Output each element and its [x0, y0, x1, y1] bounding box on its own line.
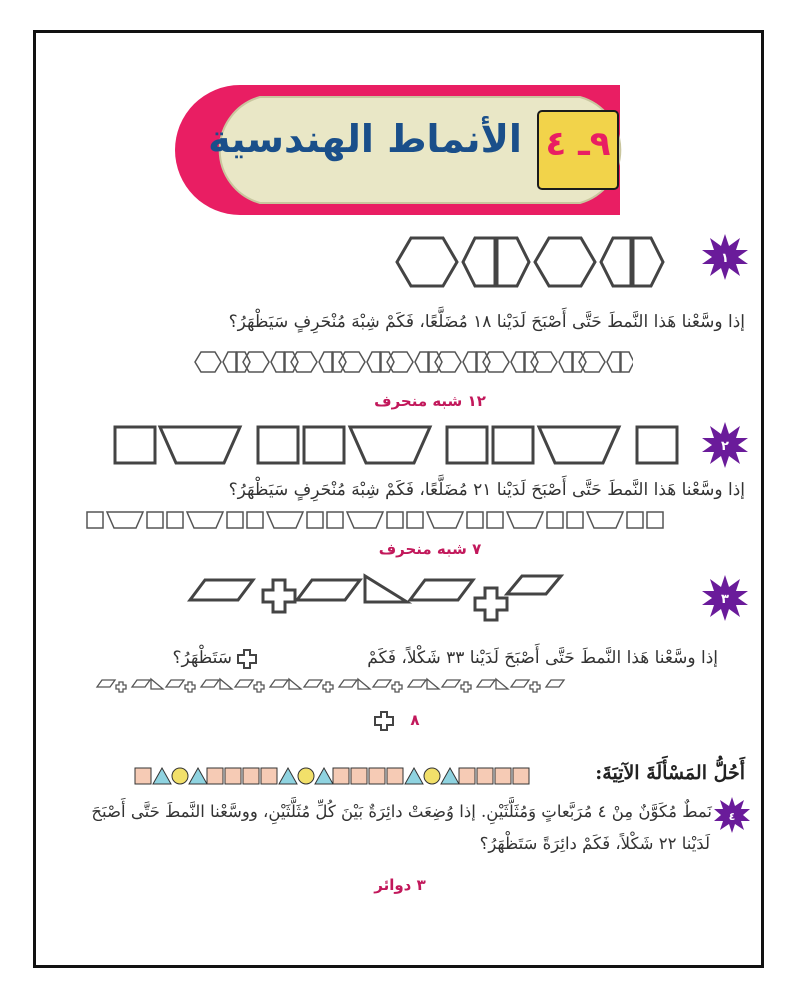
circle-shape [298, 768, 314, 784]
hexagon-shape [195, 352, 221, 372]
parallelogram-shape [373, 680, 391, 687]
hexagon-shape [387, 352, 413, 372]
parallelogram-shape [477, 680, 495, 687]
problem-1-badge [700, 232, 750, 282]
triangle-shape [220, 679, 232, 689]
square-shape [147, 512, 163, 528]
problem-1-number: ١ [721, 251, 729, 266]
square-shape [627, 512, 643, 528]
square-shape [387, 512, 403, 528]
square-shape [459, 768, 475, 784]
square-shape [135, 768, 151, 784]
problem-1-pattern [393, 232, 683, 292]
square-shape [87, 512, 103, 528]
hexagon-shape [531, 352, 557, 372]
square-shape [467, 512, 483, 528]
square-shape [351, 768, 367, 784]
square-shape [547, 512, 563, 528]
problem-4-number: ٤ [728, 810, 736, 823]
square-shape [333, 768, 349, 784]
triangle-shape [427, 679, 439, 689]
parallelogram-shape [408, 680, 426, 687]
square-shape [327, 512, 343, 528]
problem-3-extended-pattern [95, 675, 700, 697]
cross-shape [461, 682, 471, 692]
square-shape [487, 512, 503, 528]
problem-2-extended-pattern [85, 508, 730, 532]
square-shape [207, 768, 223, 784]
problem-2-number: ٢ [721, 439, 729, 454]
trapezoid-shape [415, 352, 428, 372]
trapezoid-shape [427, 512, 463, 528]
problem-3-badge [700, 573, 750, 623]
trapezoid-shape [223, 352, 236, 372]
problem-3-question-end: سَتَظْهَرُ؟ [172, 648, 232, 668]
parallelogram-shape [270, 680, 288, 687]
square-shape [261, 768, 277, 784]
problem-3-number: ٣ [721, 592, 729, 607]
parallelogram-shape [339, 680, 357, 687]
trapezoid-shape [507, 512, 543, 528]
parallelogram-shape [166, 680, 184, 687]
parallelogram-shape [97, 680, 115, 687]
square-shape [495, 768, 511, 784]
parallelogram-shape [201, 680, 219, 687]
parallelogram-shape [442, 680, 460, 687]
square-shape [369, 768, 385, 784]
problem-3-pattern [185, 572, 565, 632]
problem-2-pattern [112, 423, 687, 468]
lesson-title: الأنماط الهندسية [208, 117, 522, 161]
trapezoid-shape [347, 512, 383, 528]
problem-4-badge [712, 795, 752, 835]
square-shape [477, 768, 493, 784]
trapezoid-shape [367, 352, 380, 372]
trapezoid-shape [319, 352, 332, 372]
square-shape [167, 512, 183, 528]
cross-shape [323, 682, 333, 692]
circle-shape [424, 768, 440, 784]
triangle-shape [153, 768, 171, 784]
square-shape [247, 512, 263, 528]
trapezoid-shape [559, 352, 572, 372]
square-shape [387, 768, 403, 784]
parallelogram-shape [132, 680, 150, 687]
square-shape [243, 768, 259, 784]
trapezoid-shape [271, 352, 284, 372]
square-shape [513, 768, 529, 784]
triangle-shape [151, 679, 163, 689]
problem-1-question: إذا وسَّعْنا هَذا النَّمطَ حَتَّى أَصْبَحَ لَدَيْنا ١٨ مُضَلَّعًا، فَكَمْ شِبْهَ مُنْحَرِفٍ سَيَظْهَرُ؟ [228, 312, 745, 332]
parallelogram-shape [511, 680, 529, 687]
problem-3-question-start: إذا وسَّعْنا هَذا النَّمطَ حَتَّى أَصْبَحَ لَدَيْنا ٣٣ شَكْلاً، فَكَمْ [367, 648, 718, 668]
hexagon-shape [243, 352, 269, 372]
hexagon-shape [435, 352, 461, 372]
parallelogram-shape [235, 680, 253, 687]
triangle-shape [189, 768, 207, 784]
trapezoid-shape [587, 512, 623, 528]
triangle-shape [279, 768, 297, 784]
problem-2-badge [700, 420, 750, 470]
trapezoid-shape [607, 352, 620, 372]
square-shape [227, 512, 243, 528]
problem-3-answer: ٨ [410, 711, 420, 729]
problem-2-question: إذا وسَّعْنا هَذا النَّمطَ حَتَّى أَصْبَحَ لَدَيْنا ٢١ مُضَلَّعًا، فَكَمْ شِبْهَ مُنْحَرِفٍ سَيَظْهَرُ؟ [228, 480, 745, 500]
trapezoid-shape [463, 352, 476, 372]
problem-2-answer: ٧ شبه منحرف [378, 540, 482, 558]
triangle-shape [441, 768, 459, 784]
hexagon-shape [579, 352, 605, 372]
cross-shape [254, 682, 264, 692]
trapezoid-shape [267, 512, 303, 528]
parallelogram-shape [304, 680, 322, 687]
problem-4-line2: لَدَيْنا ٢٢ شَكْلاً، فَكَمْ دائِرَةً سَتَظْهَرُ؟ [479, 834, 710, 853]
parallelogram-shape [546, 680, 564, 687]
problem-1-extended-pattern [193, 348, 633, 378]
triangle-shape [289, 679, 301, 689]
trapezoid-shape [621, 352, 633, 372]
cross-shape [185, 682, 195, 692]
cross-shape-answer-icon [373, 710, 395, 732]
triangle-shape [496, 679, 508, 689]
trapezoid-shape [187, 512, 223, 528]
section-heading: أَحُلُّ المَسْأَلَةَ الآتِيَةَ: [595, 762, 745, 784]
cross-shape-icon [236, 648, 258, 670]
problem-4-pattern [133, 766, 538, 786]
cross-shape [392, 682, 402, 692]
square-shape [567, 512, 583, 528]
problem-1-answer: ١٢ شبه منحرف [374, 392, 486, 410]
square-shape [225, 768, 241, 784]
circle-shape [172, 768, 188, 784]
square-shape [407, 512, 423, 528]
triangle-shape [405, 768, 423, 784]
triangle-shape [358, 679, 370, 689]
hexagon-shape [291, 352, 317, 372]
problem-4-answer: ٣ دوائر [374, 876, 426, 894]
triangle-shape [315, 768, 333, 784]
hexagon-shape [339, 352, 365, 372]
trapezoid-shape [511, 352, 524, 372]
cross-shape [530, 682, 540, 692]
lesson-number: ٩ـ ٤ [545, 124, 611, 164]
cross-shape [116, 682, 126, 692]
square-shape [307, 512, 323, 528]
problem-4-line1: نَمطٌ مُكَوَّنٌ مِنْ ٤ مُرَبَّعاتٍ وَمُثَلَّثَيْنِ. إذا وُضِعَتْ دائِرَةٌ بَيْنَ كُلِّ مُثَلَّثَيْنِ، ووسَّعْنا النَّمطَ حَتَّى أَصْبَحَ [91, 802, 712, 821]
hexagon-shape [483, 352, 509, 372]
square-shape [647, 512, 663, 528]
trapezoid-shape [107, 512, 143, 528]
